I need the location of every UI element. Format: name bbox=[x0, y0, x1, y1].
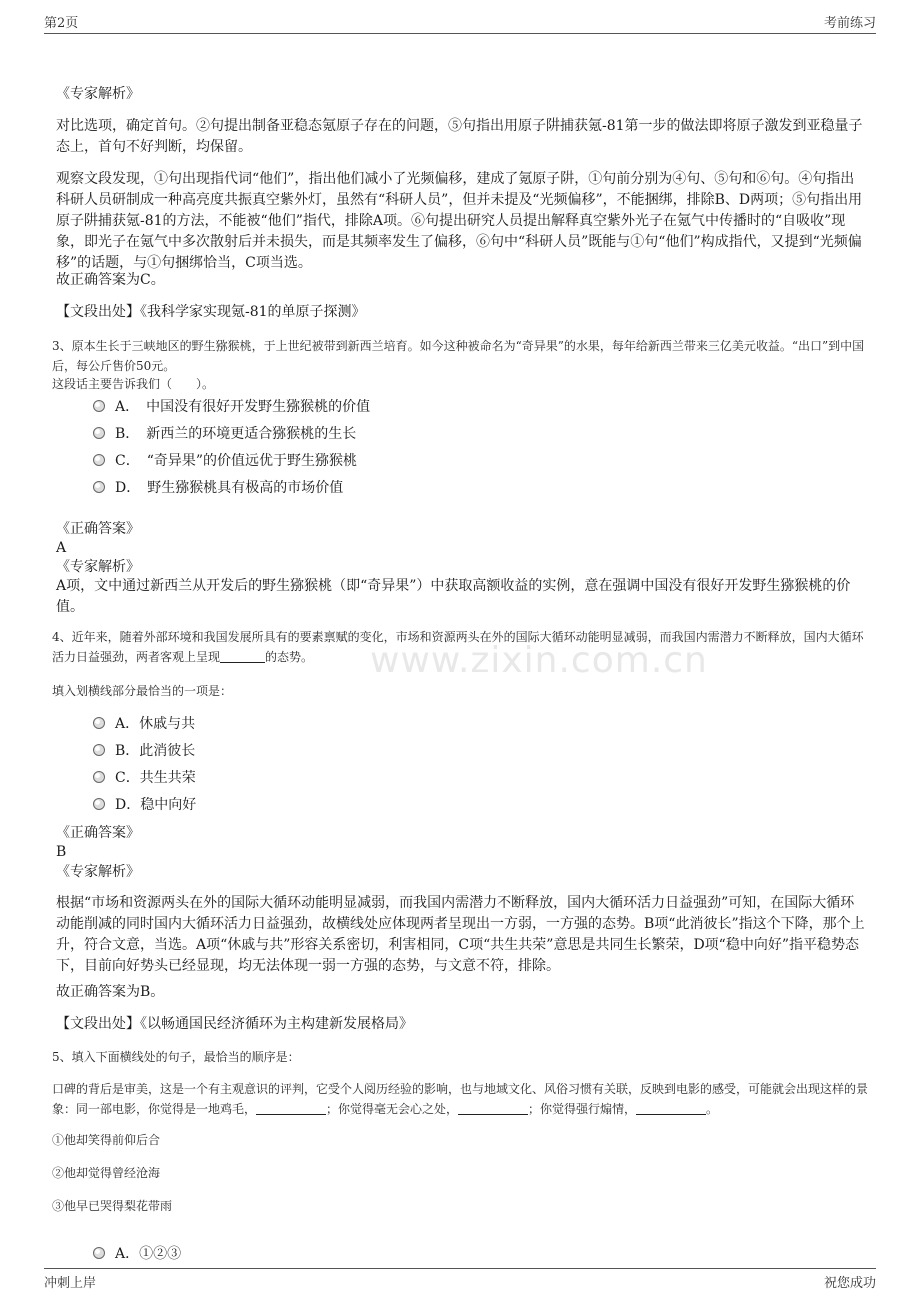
q2-analysis-label: 《专家解析》 bbox=[56, 86, 140, 102]
radio-icon[interactable] bbox=[93, 771, 105, 783]
footer-right: 祝您成功 bbox=[823, 1276, 876, 1291]
q4-option-a[interactable]: A．休戚与共 bbox=[93, 714, 195, 734]
q3-option-d[interactable]: D． 野生猕猴桃具有极高的市场价值 bbox=[93, 478, 343, 498]
radio-icon[interactable] bbox=[93, 427, 105, 439]
q4-analysis-label: 《专家解析》 bbox=[56, 864, 140, 880]
q4-answer-label: 《正确答案》 bbox=[56, 825, 140, 841]
q5-option-a[interactable]: A．①②③ bbox=[93, 1244, 181, 1264]
q3-stem: 3、原本生长于三峡地区的野生猕猴桃，于上世纪被带到新西兰培育。如今这种被命名为“奇异果”的水果，每年给新西兰带来三亿美元收益。“出口”到中国后，每公斤售价50元。 bbox=[52, 339, 865, 373]
q3-answer-label: 《正确答案》 bbox=[56, 521, 140, 537]
radio-icon[interactable] bbox=[93, 454, 105, 466]
q5-item-3: ③他早已哭得梨花带雨 bbox=[52, 1199, 173, 1213]
page-number: 第2页 bbox=[44, 16, 79, 31]
q3-answer: A bbox=[56, 540, 67, 556]
answer-blank bbox=[636, 1100, 706, 1115]
radio-icon[interactable] bbox=[93, 744, 105, 756]
radio-icon[interactable] bbox=[93, 481, 105, 493]
radio-icon[interactable] bbox=[93, 798, 105, 810]
q5-item-2: ②他却觉得曾经沧海 bbox=[52, 1166, 161, 1180]
q3-option-b[interactable]: B． 新西兰的环境更适合猕猴桃的生长 bbox=[93, 424, 356, 444]
q5-item-1: ①他却笑得前仰后合 bbox=[52, 1133, 161, 1147]
q5-passage: 口碑的背后是审美，这是一个有主观意识的评判，它受个人阅历经验的影响，也与地域文化、风俗习惯有关联，反映到电影的感受，可能就会出现这样的景象：同一部电影，你觉得是一地鸡毛， ；你觉得毫无会心之处， ；你觉得强行煽情， 。 bbox=[52, 1082, 869, 1116]
q5-stem: 5、填入下面横线处的句子，最恰当的顺序是： bbox=[52, 1050, 300, 1064]
q4-conclusion: 故正确答案为B。 bbox=[56, 984, 165, 1000]
q4-stem: 4、近年来，随着外部环境和我国发展所具有的要素禀赋的变化，市场和资源两头在外的国际大循环动能明显减弱，而我国内需潜力不断释放，国内大循环活力日益强劲，两者客观上呈现 的态势。 bbox=[52, 630, 864, 664]
q3-analysis: A项，文中通过新西兰从开发后的野生猕猴桃（即“奇异果”）中获取高额收益的实例，意在强调中国没有很好开发野生猕猴桃的价值。 bbox=[56, 578, 851, 615]
radio-icon[interactable] bbox=[93, 1247, 105, 1259]
page-header bbox=[44, 12, 876, 32]
answer-blank bbox=[458, 1100, 528, 1115]
footer-rule bbox=[44, 1268, 876, 1269]
footer-left: 冲刺上岸 bbox=[44, 1276, 97, 1291]
radio-icon[interactable] bbox=[93, 717, 105, 729]
q3-option-c[interactable]: C． “奇异果”的价值远优于野生猕猴桃 bbox=[93, 451, 357, 471]
header-title: 考前练习 bbox=[823, 16, 876, 31]
q4-source: 【文段出处】《以畅通国民经济循环为主构建新发展格局》 bbox=[56, 1016, 413, 1032]
q4-answer: B bbox=[56, 844, 67, 860]
answer-blank bbox=[256, 1100, 326, 1115]
q2-analysis-para2: 观察文段发现，①句出现指代词“他们”，指出他们减小了光频偏移，建成了氪原子阱，①句前分别为④句、⑤句和⑥句。④句指出科研人员研制成一种高亮度共振真空紫外灯，虽然有“科研人员”，但并未提及“光频偏移”，不能捆绑，排除B、D两项；⑤句指出用原子阱捕获氪-81的方法，不能被“他们”指代，排除A项。⑥句提出研究人员提出解释真空紫外光子在氪气中传播时的“自吸收”现象，即光子在氪气中多次散射后并未损失，而是其频率发生了偏移，⑥句中“科研人员”既能与①句“他们”构成指代，又提到“光频偏移”的话题，与①句捆绑恰当，C项当选。 bbox=[56, 171, 863, 271]
q2-analysis-para1: 对比选项，确定首句。②句提出制备亚稳态氪原子存在的问题，⑤句指出用原子阱捕获氪-81第一步的做法即将原子激发到亚稳量子态上，首句不好判断，均保留。 bbox=[56, 118, 863, 155]
q4-ask: 填入划横线部分最恰当的一项是： bbox=[52, 684, 233, 698]
q4-option-b[interactable]: B．此消彼长 bbox=[93, 741, 195, 761]
header-rule bbox=[44, 33, 876, 34]
watermark: www.zixin.com.cn bbox=[370, 640, 708, 681]
q2-source: 【文段出处】《我科学家实现氪-81的单原子探测》 bbox=[56, 304, 366, 320]
q3-analysis-label: 《专家解析》 bbox=[56, 559, 140, 575]
answer-blank bbox=[220, 648, 265, 663]
q3-option-a[interactable]: A． 中国没有很好开发野生猕猴桃的价值 bbox=[93, 397, 370, 417]
q4-option-c[interactable]: C．共生共荣 bbox=[93, 768, 196, 788]
q2-conclusion: 故正确答案为C。 bbox=[56, 272, 165, 288]
q4-analysis: 根据“市场和资源两头在外的国际大循环动能明显减弱，而我国内需潜力不断释放，国内大循环活力日益强劲”可知，在国际大循环动能削减的同时国内大循环活力日益强劲，故横线处应体现两者呈现出一方弱，一方强的态势。B项“此消彼长”指这个下降，那个上升，符合文意，当选。A项“休戚与共”形容关系密切，利害相同，C项“共生共荣”意思是共同生长繁荣，D项“稳中向好”指平稳势态下，目前向好势头已经显现，均无法体现一弱一方强的态势，与文意不符，排除。 bbox=[56, 895, 865, 974]
q4-option-d[interactable]: D．稳中向好 bbox=[93, 795, 196, 815]
q3-ask: 这段话主要告诉我们（ ）。 bbox=[52, 377, 215, 391]
radio-icon[interactable] bbox=[93, 400, 105, 412]
